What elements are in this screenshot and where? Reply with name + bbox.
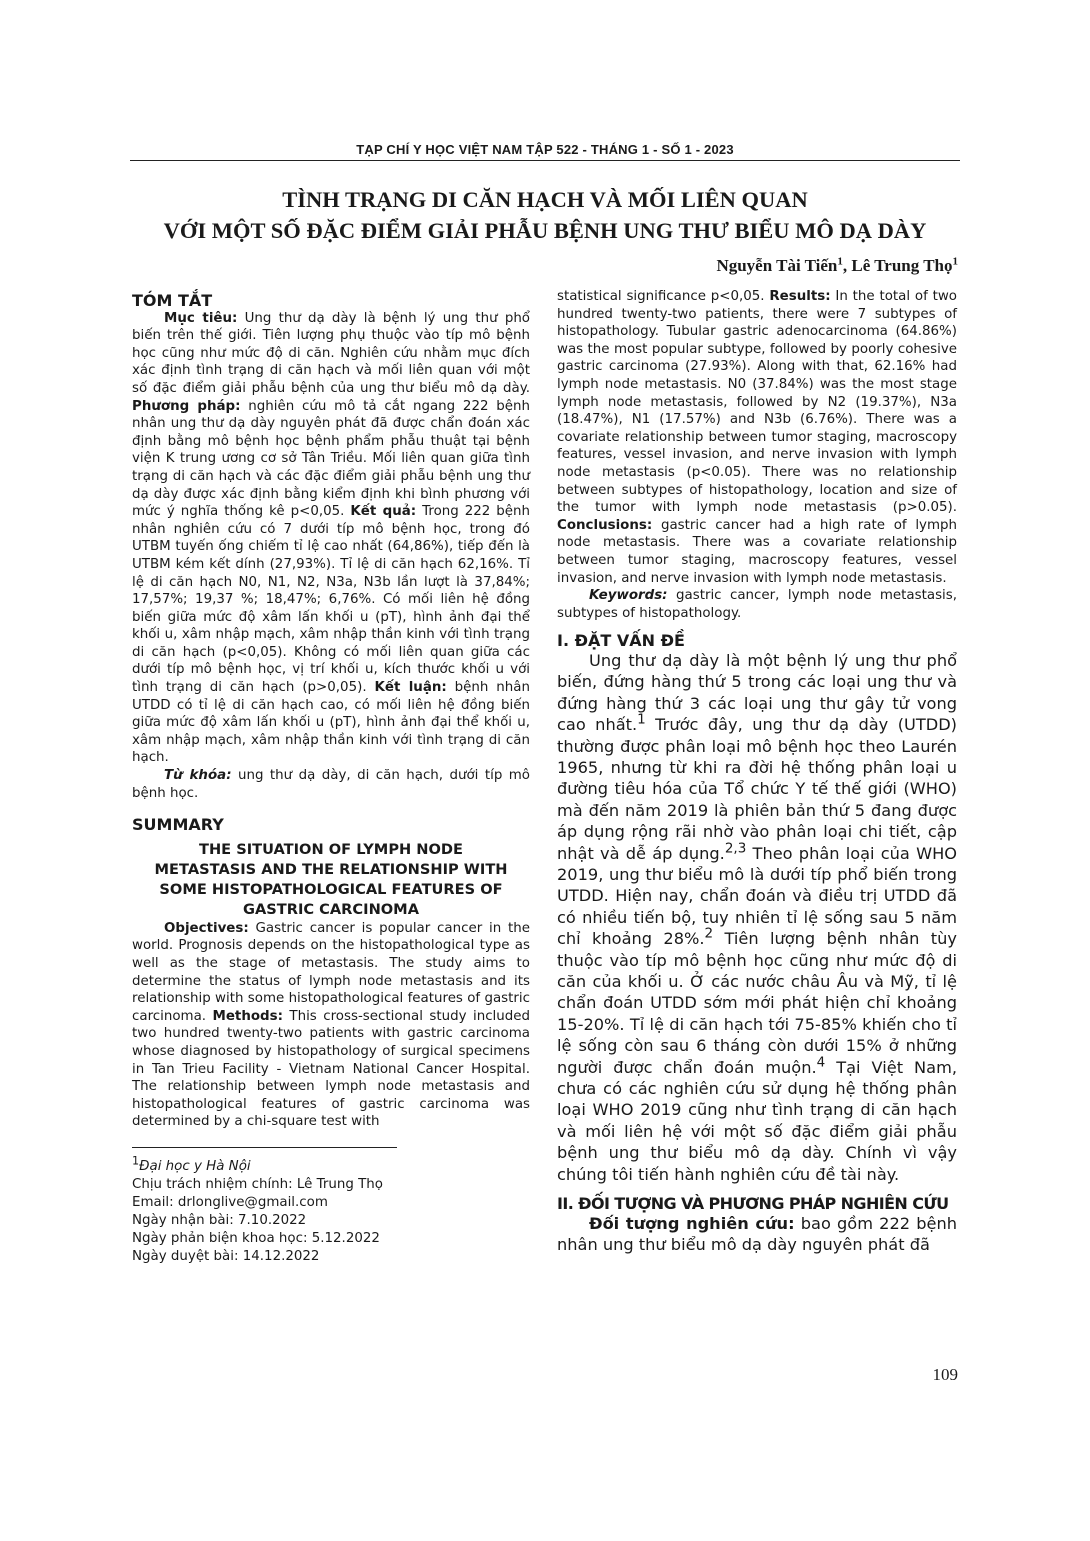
ketqua-label: Kết quả: [350,504,417,520]
title-line-1: TÌNH TRẠNG DI CĂN HẠCH VÀ MỐI LIÊN QUAN [282,187,808,212]
intro-paragraph [557,650,957,1185]
doituong-label: Đối tượng nghiên cứu: [589,1213,795,1233]
article-title [130,184,960,246]
conclusions-text: gastric cancer had a high rate of lymph node metastasis. There was a covariate relationship between tumor staging, macroscopy features, vessel invasion, and nerve invasion with lymph node metastasis. [557,517,957,586]
muctieu-text: Ung thư dạ dày là bệnh lý ung thư phổ biến trên thế giới. Tiên lượng phụ thuộc vào típ mô bệnh học cũng như mức độ di căn. Nghiên cứu nhằm mục đích xác định tình trạng di căn hạch và mối liên quan với một số đặc điểm giải phẫu bệnh của ung thư biểu mô dạ dày. [132,310,530,396]
received-date: Ngày nhận bài: 7.10.2022 [132,1212,307,1228]
keywords-label: Keywords: [589,588,668,604]
citation-ref: 2 [704,925,714,942]
citation-ref: 4 [816,1054,826,1071]
methods-heading: II. ĐỐI TƯỢNG VÀ PHƯƠNG PHÁP NGHIÊN CỨU [557,1194,949,1214]
author-separator: , [842,256,852,275]
affiliation [132,1154,530,1176]
footnotes [132,1154,530,1266]
header-rule [130,160,960,161]
summary-continued [557,288,957,587]
keywords-paragraph [557,587,957,622]
intro-text-5: Tại Việt Nam, chưa có các nghiên cứu sử dụng hệ thống phân loại WHO 2019 cũng như tình trạng di căn hạch và mối liên hệ với một số đặc điểm giải phẫu bệnh ung thư biểu mô dạ dày. Chính vì vậy chúng tôi tiến hành nghiên cứu đề tài này. [557,1057,957,1184]
affiliation-sup: 1 [132,1154,140,1168]
corresponding-author: Chịu trách nhiệm chính: Lê Trung Thọ [132,1176,383,1192]
summary-heading: SUMMARY [132,815,224,835]
intro-text-1: Ung thư dạ dày là một bệnh lý ung thư phổ biến, đứng hàng thứ 5 trong các loại ung thư và đứng hàng thứ 3 các loại ung thư gây tử vong cao nhất. [557,650,957,735]
email: Email: drlonglive@gmail.com [132,1194,328,1210]
methods-text: This cross-sectional study included two hundred twenty-two patients with gastric carcinoma whose diagnosed by histopathology of surgical specimens in Tan Trieu Facility - Vietnam National Cancer Hospital. The relationship between lymph node metastasis and histopathological features of gastric carcinoma was determined by a chi-square test with [132,1008,531,1130]
intro-text-3: Theo phân loại của WHO 2019, ung thư biểu mô là dưới típ phổ biến trong UTDD. Hiện nay, chẩn đoán và điều trị UTDD đã có nhiều tiến bộ, tuy nhiên tỉ lệ sống sau 5 năm chỉ khoảng 28%. [557,843,957,949]
journal-header: TẠP CHÍ Y HỌC VIỆT NAM TẬP 522 - THÁNG 1 - SỐ 1 - 2023 [356,142,734,157]
tukhoa-label: Từ khóa: [164,768,232,784]
doituong-text: bao gồm 222 bệnh nhân ung thư biểu mô dạ dày nguyên phát đã [557,1213,957,1255]
review-date: Ngày phản biện khoa học: 5.12.2022 [132,1230,380,1246]
objectives-label: Objectives: [164,920,249,936]
author-2-affil: 1 [952,255,958,268]
summary-paragraph [132,920,530,1131]
results-label: Results: [769,289,831,304]
phuongphap-label: Phương pháp: [132,398,241,414]
intro-text-2: Trước đây, ung thư dạ dày (UTDD) thường được phân loại mô bệnh học theo Laurén 1965, nhưng từ khi ra đời hệ thống phân loại u đường tiêu hóa của Tổ chức Y tế thế giới (WHO) mà đến năm 2019 là phiên bản thứ 5 đang được áp dụng rộng rãi nhờ vào phân loại chi tiết, cập nhật và dễ áp dụng. [557,715,957,863]
author-1-affil: 1 [837,255,843,268]
footnote-rule [132,1147,397,1148]
methods-continued: statistical significance p<0,05. [557,289,770,304]
page-number: 109 [932,1365,958,1384]
english-title: THE SITUATION OF LYMPH NODE METASTASIS AND THE RELATIONSHIP WITH SOME HISTOPATHOLOGICAL FEATURES OF GASTRIC CARCINOMA [154,840,508,918]
tukhoa-text: ung thư dạ dày, di căn hạch, dưới típ mô bệnh học. [132,768,531,801]
author-1: Nguyễn Tài Tiến [716,256,838,275]
accepted-date: Ngày duyệt bài: 14.12.2022 [132,1248,320,1264]
intro-text-4: Tiên lượng bệnh nhân tùy thuộc vào típ mô bệnh học cũng như mức độ di căn của khối u. Ở các nước châu Âu và Mỹ, tỉ lệ chẩn đoán UTDD sớm mới phát hiện chỉ khoảng 15-20%. Tỉ lệ di căn hạch tới 75-85% khiến cho tỉ lệ sống còn sau 6 tháng còn dưới 15% ở những người được chẩn đoán muộn. [557,929,957,1077]
right-column [557,288,957,1255]
ketluan-text: bệnh nhân UTDD có tỉ lệ di căn hạch cao, có mối liên hệ đồng biến giữa mức độ xâm lấn khối u (pT), hình ảnh đại thể khối u, xâm nhập mạch, xâm nhập thần kinh với tình trạng di căn hạch. [132,680,530,766]
ketqua-text: Trong 222 bệnh nhân nghiên cứu có 7 dưới típ mô bệnh học, trong đó UTBM tuyến ống chiếm tỉ lệ cao nhất (64,86%), tiếp đến là UTBM kém kết dính (27,93%). Tỉ lệ di căn hạch 62,16%. Tỉ lệ di căn hạch N0, N1, N2, N3a, N3b lần lượt là 37,84%; 17,57%; 19,37 %; 18,47%; 6,76%. Có mối liên hệ đồng biến giữa mức độ xâm lấn khối u (pT), hình ảnh đại thể khối u, xâm nhập mạch, xâm nhập thần kinh với tình trạng di căn hạch (p<0,05). Không có mối liên quan giữa các dưới típ mô bệnh học, vị trí khối u, kích thước khối u với tình trạng di căn hạch (p>0,05). [132,504,530,696]
objectives-text: Gastric cancer is popular cancer in the world. Prognosis depends on the histopathological type as well as the stage of metastasis. The study aims to determine the status of lymph node metastasis and its relationship with some histopathological features of gastric carcinoma. [132,920,530,1024]
title-line-2: VỚI MỘT SỐ ĐẶC ĐIỂM GIẢI PHẪU BỆNH UNG THƯ BIỂU MÔ DẠ DÀY [163,218,927,243]
methods-paragraph [557,1213,957,1256]
author-list [716,256,958,276]
methods-label: Methods: [212,1008,283,1024]
affiliation-text: Đại học y Hà Nội [139,1158,251,1174]
tomtat-paragraph [132,310,530,767]
author-2: Lê Trung Thọ [851,256,953,275]
conclusions-label: Conclusions: [557,517,653,533]
phuongphap-text: nghiên cứu mô tả cắt ngang 222 bệnh nhân ung thư dạ dày nguyên phát đã được chẩn đoán xác định bằng mô bệnh học bệnh phẩm phẫu thuật tại bệnh viện K trung ương cơ sở Tân Triều. Mối liên quan giữa tình trạng di căn hạch và các đặc điểm giải phẫu bệnh ung thư dạ dày được xác định bằng kiểm định khi bình phương với mức ý nghĩa thống kê p<0,05. [132,398,530,520]
tomtat-heading: TÓM TẮT [132,291,213,310]
ketluan-label: Kết luận: [374,680,447,696]
citation-ref: 1 [637,711,646,728]
keywords-text: gastric cancer, lymph node metastasis, subtypes of histopathology. [557,588,957,621]
left-column [132,292,530,1266]
tukhoa-paragraph [132,767,530,802]
citation-ref: 2,3 [724,840,747,857]
intro-heading: I. ĐẶT VẤN ĐỀ [557,631,685,651]
muctieu-label: Mục tiêu: [164,310,238,326]
results-text: In the total of two hundred twenty-two patients, there were 7 subtypes of histopathology. Tubular gastric adenocarcinoma (64.86%) was the most popular subtype, followed by poorly cohesive gastric carcinoma (27.93%). Along with that, 62.16% had lymph node metastasis. N0 (37.84%) was the most stage lymph node metastasis, followed by N2 (19.37%), N3a (18.47%), N1 (17.57%) and N3b (6.76%). There was a covariate relationship between tumor staging, macroscopy features, vessel invasion, and nerve invasion with lymph node metastasis (p<0.05). There was no relationship between subtypes of histopathology, location and size of the tumor with lymph node metastasis (p>0.05). [557,289,957,516]
